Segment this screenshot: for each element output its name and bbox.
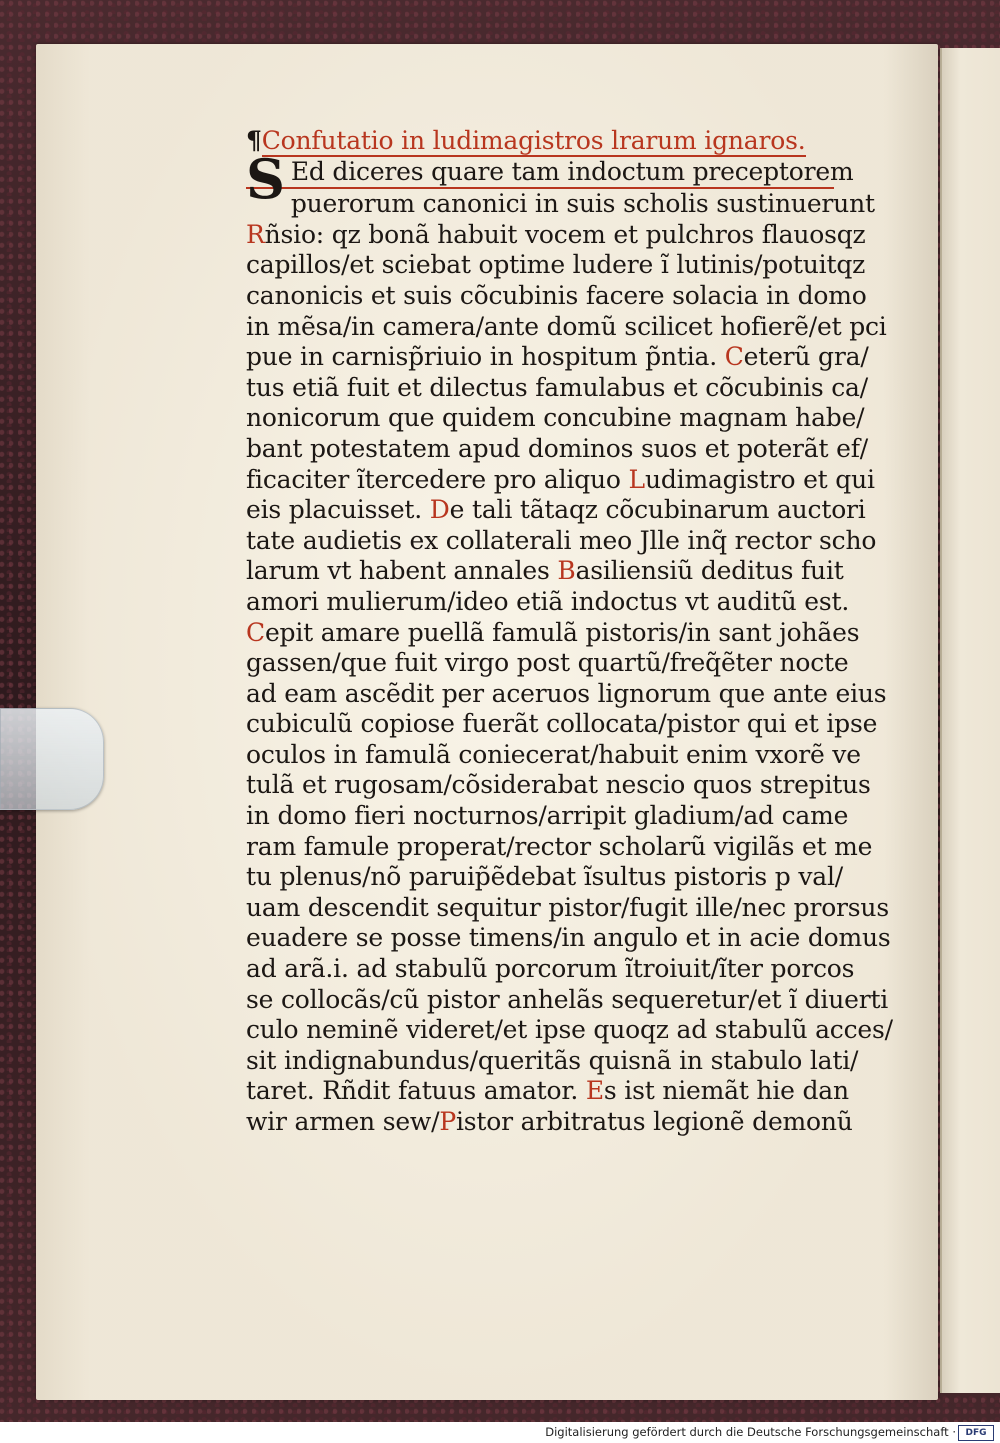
adjacent-leaf [940, 48, 1000, 1393]
text-line-22: in domo fieri nocturnos/arripit gladium/ad came [246, 801, 849, 831]
text-line-17: gassen/que fuit virgo post quartũ/freq̃ẽter nocte [246, 648, 849, 678]
text-line-8: tus etiã fuit et dilectus famulabus et cõcubinis ca/ [246, 372, 868, 402]
page-clip [0, 708, 104, 810]
initial-letter: S [246, 146, 285, 211]
rubric-letter-l: L [628, 464, 645, 494]
text-line-15: amori mulierum/ideo etiã indoctus vt auditũ est. [246, 586, 850, 616]
text-line-24: tu plenus/nõ paruip̃ẽdebat ĩsultus pistoris p val/ [246, 862, 843, 892]
text-line-11: ficaciter ĩtercedere pro aliquo Ludimagistro et qui [246, 464, 875, 494]
text-line-14: larum vt habent annales Basiliensiũ deditus fuit [246, 556, 844, 586]
text-line-13: tate audietis ex collaterali meo Jlle inq̃ rector scho [246, 525, 877, 555]
text-line-16: Cepit amare puellã famulã pistoris/in sant johães [246, 617, 860, 647]
text-line-28: se collocãs/cũ pistor anhelãs sequeretur/et ĩ diuerti [246, 984, 889, 1014]
chapter-heading: Confutatio in ludimagistros lrarum ignaros. [261, 126, 806, 155]
text-line-30: sit indignabundus/queritãs quisnã in stabulo lati/ [246, 1045, 859, 1075]
text-line-31: taret. Rñdit fatuus amator. Es ist niemãt hie dan [246, 1076, 849, 1106]
text-line-25: uam descendit sequitur pistor/fugit ille/nec prorsus [246, 892, 889, 922]
text-line-29: culo neminẽ videret/et ipse quoqz ad stabulũ acces/ [246, 1015, 893, 1045]
funding-credit: Digitalisierung gefördert durch die Deutsche Forschungsgemeinschaft · [545, 1425, 956, 1439]
rubric-letter-p: P [439, 1107, 456, 1136]
rubric-letter-d: D [429, 495, 450, 525]
text-line-21: tulã et rugosam/cõsiderabat nescio quos strepitus [246, 770, 871, 800]
paragraph-mark-icon: ¶ [246, 126, 262, 155]
text-line-32: wir armen sew/Pistor arbitratus legionẽ demonũ [246, 1107, 853, 1136]
text-line-3: Rñsio: qz bonã habuit vocem et pulchros flauosqz [246, 219, 866, 249]
text-line-9: nonicorum que quidem concubine magnam habe/ [246, 403, 865, 433]
rubric-letter-b: B [557, 556, 576, 586]
text-line-19: cubiculũ copiose fuerãt collocata/pistor qui et ipse [246, 709, 878, 739]
rubric-letter-c2: C [246, 617, 265, 647]
rubric-letter-e: E [585, 1076, 604, 1106]
text-line-10: bant potestatem apud dominos suos et poterãt ef/ [246, 433, 868, 463]
footer-bar [0, 1422, 1000, 1443]
rubric-letter-r: R [246, 219, 265, 249]
text-line-20: oculos in famulã coniecerat/habuit enim vxorẽ ve [246, 739, 861, 769]
text-line-18: ad eam ascẽdit per aceruos lignorum que ante eius [246, 678, 887, 708]
text-line-4: capillos/et sciebat optime ludere ĩ lutinis/potuitqz [246, 250, 866, 280]
text-line-26: euadere se posse timens/in angulo et in acie domus [246, 923, 891, 953]
rubric-letter-c: C [724, 342, 744, 372]
heading-line [246, 126, 886, 157]
text-line-12: eis placuisset. De tali tãtaqz cõcubinarum auctori [246, 495, 866, 525]
text-line-2: puerorum canonici in suis scholis sustinuerunt [290, 189, 875, 219]
text-line-7: pue in carnisp̃riuio in hospitum p̃ntia. Ceterũ gra/ [246, 342, 869, 372]
text-line-23: ram famule properat/rector scholarũ vigilãs et me [246, 831, 873, 861]
text-line-6: in mẽsa/in camera/ante domũ scilicet hofierẽ/et pci [246, 311, 887, 341]
dfg-logo: DFG [958, 1425, 994, 1441]
printed-text-block [246, 126, 893, 1138]
text-line-1: Ed diceres quare tam indoctum preceptorem [246, 157, 834, 190]
text-line-27: ad arã.i. ad stabulũ porcorum ĩtroiuit/ĩter porcos [246, 954, 855, 984]
text-line-5: canonicis et suis cõcubinis facere solacia in domo [246, 280, 867, 310]
